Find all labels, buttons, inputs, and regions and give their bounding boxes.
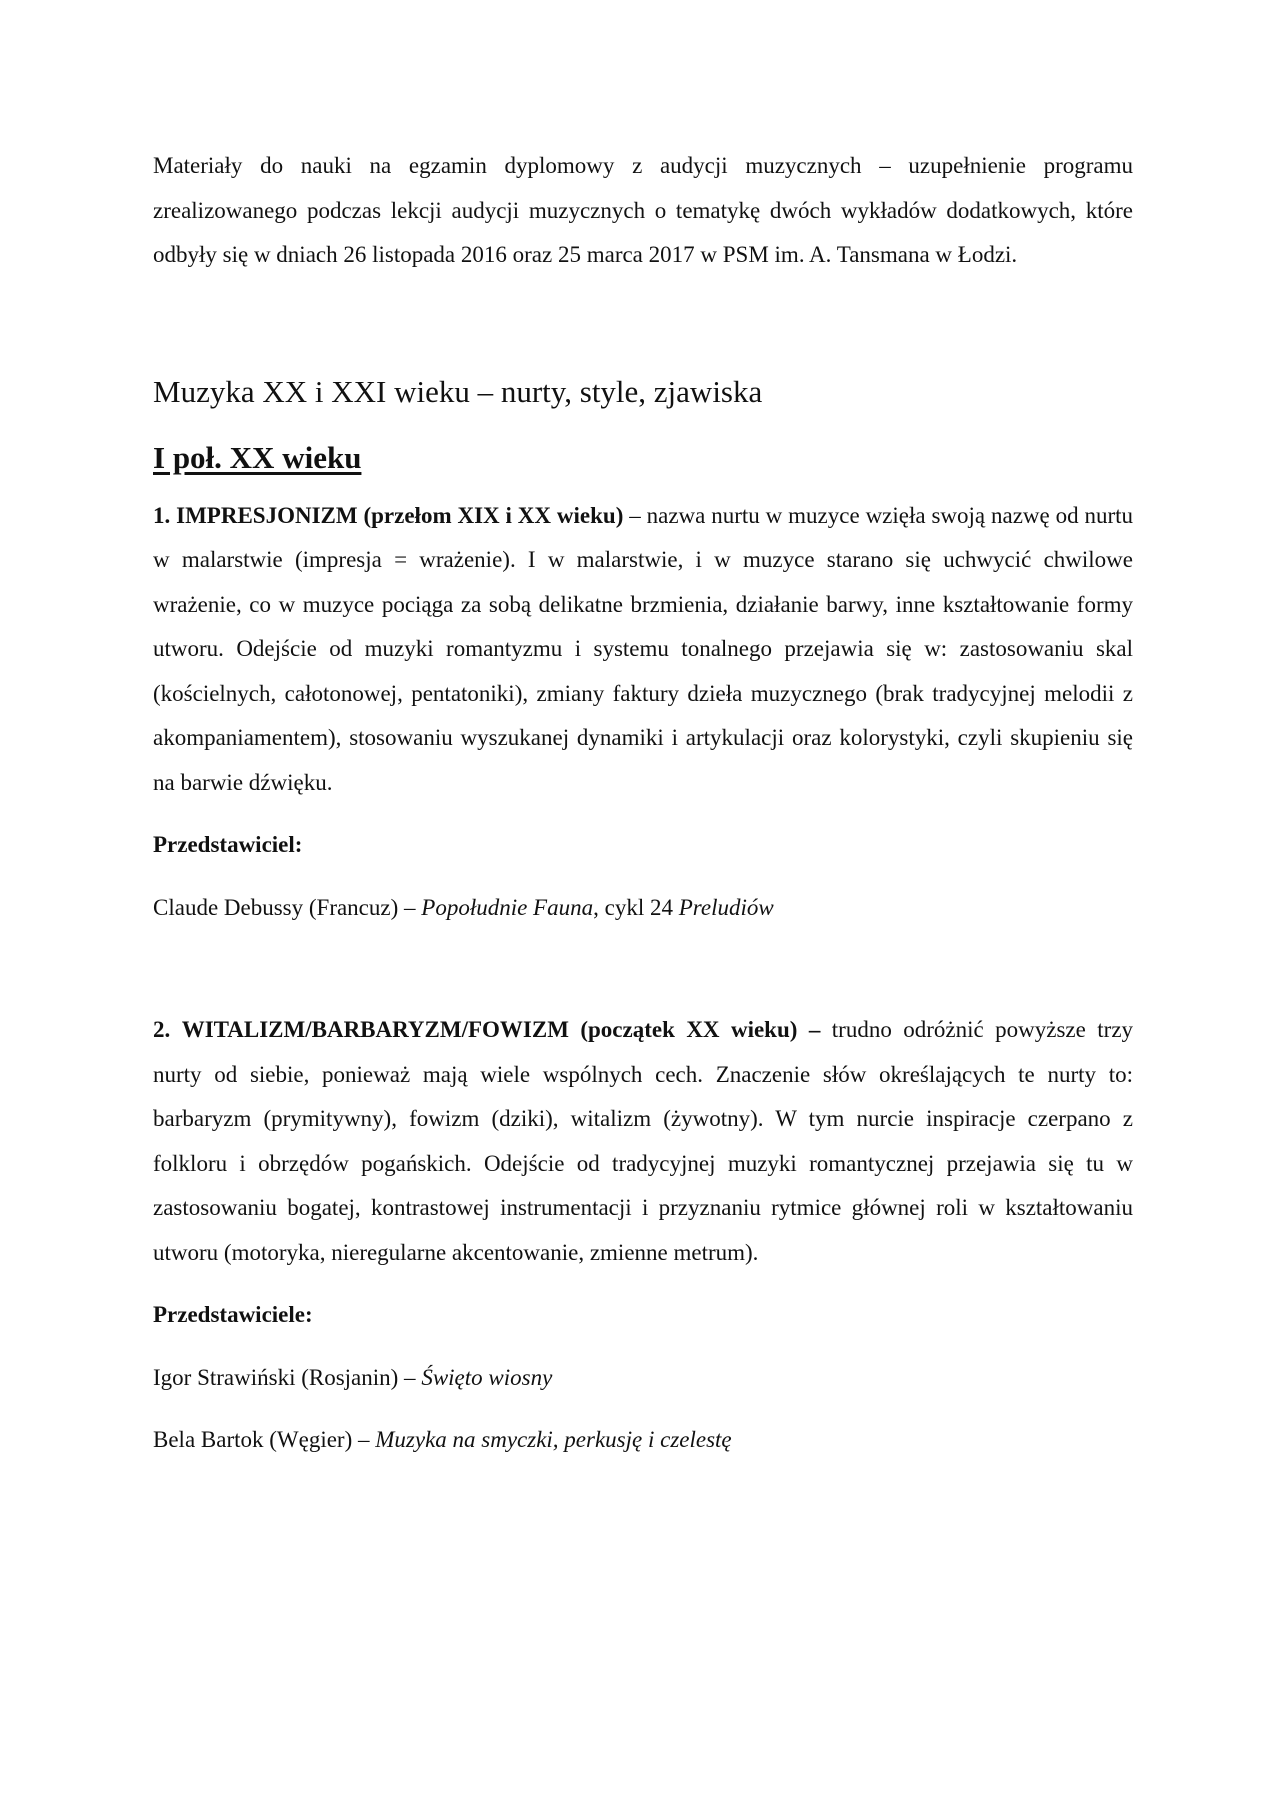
work-title: Święto wiosny xyxy=(421,1364,553,1390)
document-title: Muzyka XX i XXI wieku – nurty, style, zjawiska xyxy=(153,373,763,409)
section-name: IMPRESJONIZM xyxy=(176,502,358,528)
intro-paragraph: Materiały do nauki na egzamin dyplomowy z audycji muzycznych – uzupełnienie programu zrealizowanego podczas lekcji audycji muzycznych o tematykę dwóch wykładów dodatkowych, które odbyły się w dniach 26 listopada 2016 oraz 25 marca 2017 w PSM im. A. Tansmana w Łodzi. xyxy=(153,153,1133,267)
section-body: nazwa nurtu w muzyce wzięła swoją nazwę od nurtu w malarstwie (impresja = wrażenie). I w malarstwie, i w muzyce starano się uchwycić chwilowe wrażenie, co w muzyce pociąga za sobą delikatne brzmienia, działanie barwy, inne kształtowanie formy utworu. Odejście od muzyki romantyzmu i systemu tonalnego przejawia się w: zastosowaniu skal (kościelnych, całotonowej, pentatoniki), zmiany faktury dzieła muzycznego (brak tradycyjnej melodii z akompaniamentem), stosowaniu wyszukanej dynamiki i artykulacji oraz kolorystyki, czyli skupieniu się na barwie dźwięku. xyxy=(153,502,1134,795)
section-number: 1. xyxy=(153,502,171,528)
document-content xyxy=(153,144,1133,1481)
section-name: WITALIZM/BARBARYZM/FOWIZM xyxy=(181,1017,569,1042)
representatives-heading: Przedstawiciel: xyxy=(153,832,303,857)
work-title: Muzyka na smyczki, perkusję i czelestę xyxy=(375,1427,732,1452)
section-dash: – xyxy=(808,1017,821,1042)
composer-name: Claude Debussy (Francuz) – xyxy=(153,894,416,920)
representative-line xyxy=(153,1356,1133,1401)
representatives-heading: Przedstawiciele: xyxy=(153,1302,313,1327)
composer-name: Bela Bartok (Węgier) – xyxy=(153,1427,370,1452)
representative-line xyxy=(153,1418,1133,1463)
section-witalizm xyxy=(153,1008,1133,1275)
section-paragraph xyxy=(153,1008,1133,1275)
section-paragraph xyxy=(153,494,1133,806)
section-dash: – xyxy=(629,502,641,528)
section-period: (przełom XIX i XX wieku) xyxy=(363,502,624,528)
section-number: 2. xyxy=(153,1017,171,1042)
section-period: (początek XX wieku) xyxy=(580,1017,798,1042)
section-body: trudno odróżnić powyższe trzy nurty od siebie, ponieważ mają wiele wspólnych cech. Znaczenie słów określających te nurty to: barbaryzm (prymitywny), fowizm (dziki), witalizm (żywotny). W tym nurcie inspiracje czerpano z folkloru i obrzędów pogańskich. Odejście od tradycyjnej muzyki romantycznej przejawia się tu w zastosowaniu bogatej, kontrastowej instrumentacji i przyznaniu rytmice głównej roli w kształtowaniu utworu (motoryka, nieregularne akcentowanie, zmienne metrum). xyxy=(153,1017,1134,1265)
work-separator: , cykl 24 xyxy=(593,894,679,920)
section-impresjonizm xyxy=(153,494,1133,806)
composer-name: Igor Strawiński (Rosjanin) – xyxy=(153,1364,416,1390)
period-heading: I poł. XX wieku xyxy=(153,439,362,475)
work-title: Preludiów xyxy=(678,894,774,920)
work-title: Popołudnie Fauna xyxy=(421,894,594,920)
representative-line xyxy=(153,886,1133,931)
